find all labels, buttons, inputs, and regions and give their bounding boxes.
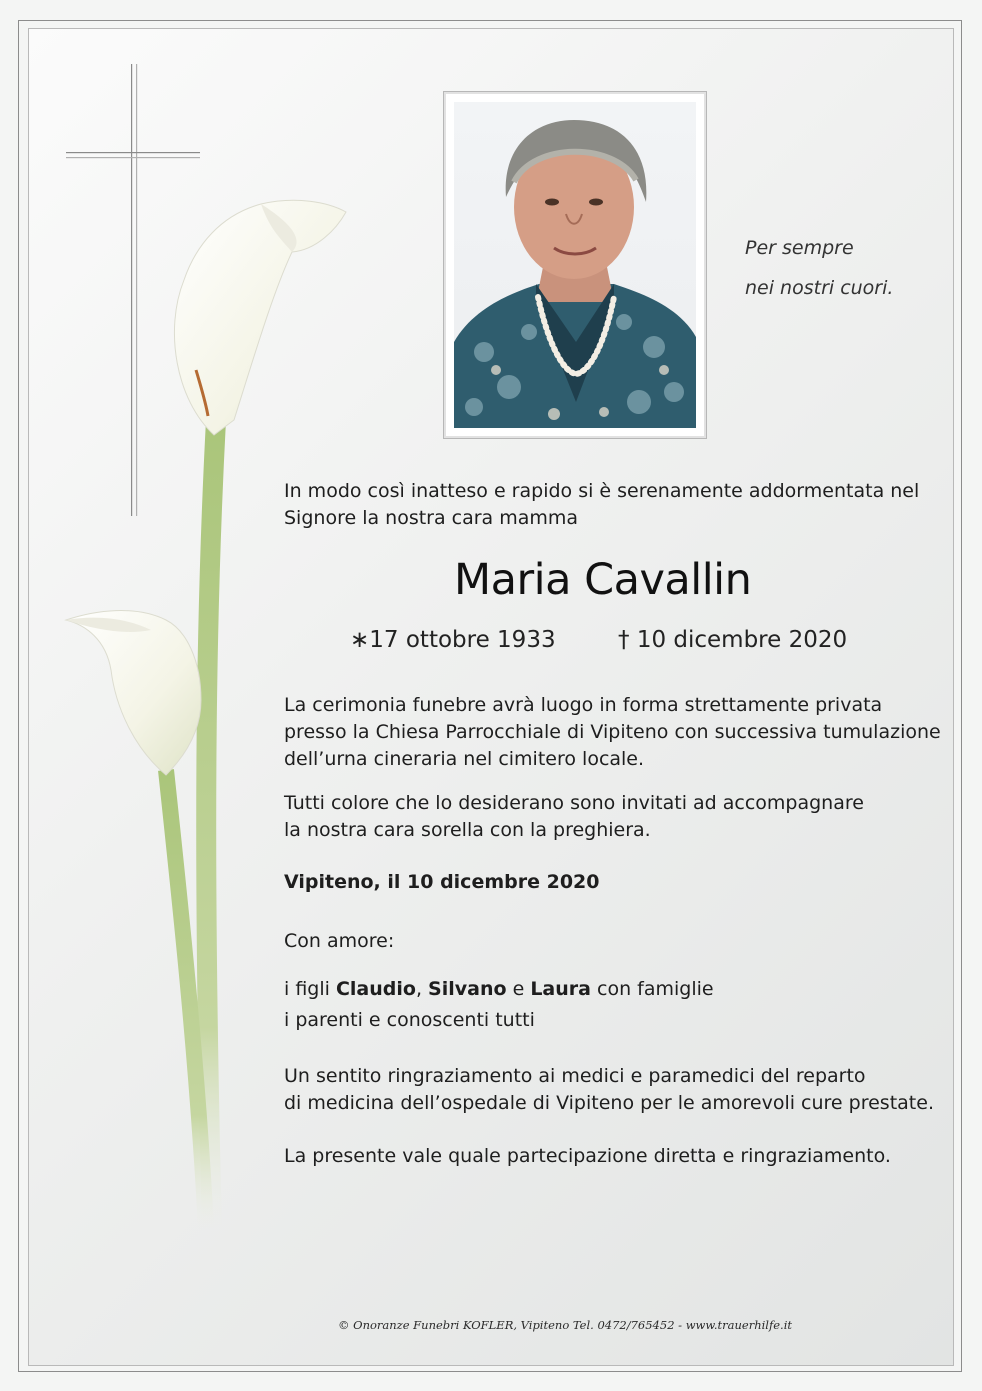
with-love: Con amore: [284,930,395,952]
ceremony-line-1: La cerimonia funebre avrà luogo in forma strettamente privata [284,694,883,716]
intro-line-1: In modo così inatteso e rapido si è serenamente addormentata nel [284,480,920,502]
closing-statement: La presente vale quale partecipazione diretta e ringraziamento. [284,1145,891,1167]
family-suffix: con famiglie [597,978,714,1000]
birth-date [350,624,556,656]
intro-text [284,478,919,532]
family-separator: , [415,978,422,1000]
deceased-name: Maria Cavallin [454,555,752,605]
family-conjunction: e [512,978,525,1000]
family-name-laura: Laura [530,978,591,1000]
thanks-line-2: di medicina dell’ospedale di Vipiteno per le amorevoli cure prestate. [284,1092,934,1114]
thanks-paragraph [284,1063,934,1117]
intro-line-2: Signore la nostra cara mamma [284,507,579,529]
thanks-line-1: Un sentito ringraziamento ai medici e paramedici del reparto [284,1065,866,1087]
footer-credits: © Onoranze Funebri KOFLER, Vipiteno Tel. 0472/765452 - www.trauerhilfe.it [337,1318,792,1332]
motto-line-2: nei nostri cuori. [745,277,894,299]
invitation-line-2: la nostra cara sorella con la preghiera. [284,819,651,841]
birth-date-text: 17 ottobre 1933 [369,627,556,653]
family-prefix: i figli [284,978,330,1000]
death-date-text: 10 dicembre 2020 [636,627,848,653]
family-line-1 [284,974,714,1005]
motto [745,228,893,308]
family-list [284,974,714,1036]
portrait-photo [454,102,696,428]
portrait-frame [443,91,707,439]
motto-line-1: Per sempre [745,237,854,259]
family-name-silvano: Silvano [428,978,507,1000]
birth-star-icon: ∗ [350,627,370,653]
place-date: Vipiteno, il 10 dicembre 2020 [284,871,600,893]
death-cross-icon: † [618,627,630,653]
family-name-claudio: Claudio [335,978,416,1000]
family-line-2: i parenti e conoscenti tutti [284,1009,535,1031]
ceremony-line-3: dell’urna cineraria nel cimitero locale. [284,748,645,770]
invitation-line-1: Tutti colore che lo desiderano sono invitati ad accompagnare [284,792,864,814]
invitation-paragraph [284,790,864,844]
ceremony-line-2: presso la Chiesa Parrocchiale di Vipiteno con successiva tumulazione [284,721,941,743]
death-date [618,624,847,656]
ceremony-paragraph [284,692,941,773]
